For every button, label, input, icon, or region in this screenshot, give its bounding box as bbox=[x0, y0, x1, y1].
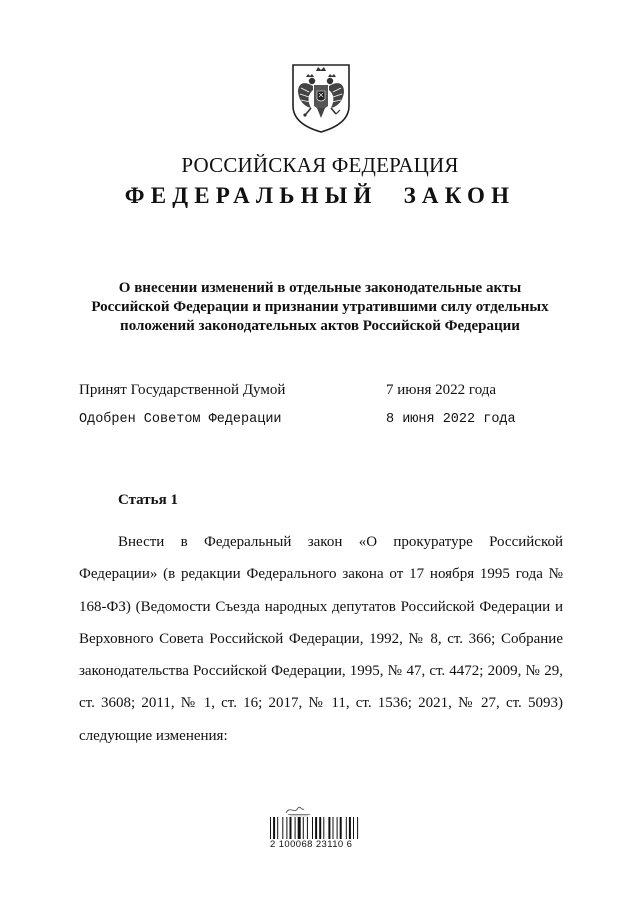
barcode-bar bbox=[337, 817, 338, 839]
barcode-bar bbox=[298, 817, 301, 839]
article-body: Внести в Федеральный закон «О прокуратуре Российской Федерации» (в редакции Федерального закона от 17 ноября 1995 года № 168-ФЗ) (Ведомости Съезда народных депутатов Российской Федерации и Верховного Совета Российской Федерации, 1992, № 8, ст. 366; Собрание законодательства Российской Федерации, 1995, № 47, ст. 4472; 2009, № 29, ст. 3608; 2011, № 1, ст. 16; 2017, № 11, ст. 1536; 2021, № 27, ст. 5093) следующие изменения: bbox=[79, 534, 563, 744]
article-heading: Статья 1 bbox=[118, 492, 178, 508]
law-title-line: положений законодательных актов Российской Федерации bbox=[120, 318, 520, 334]
barcode-bar bbox=[295, 817, 296, 839]
barcode-bar bbox=[349, 817, 351, 839]
barcode-bar bbox=[286, 817, 287, 839]
duma-adoption-date: 7 июня 2022 года bbox=[386, 382, 497, 398]
barcode-bar bbox=[353, 817, 354, 839]
barcode-marks bbox=[284, 803, 316, 817]
russian-coat-of-arms-icon bbox=[289, 62, 353, 134]
barcode-bar bbox=[312, 817, 313, 839]
barcode-number: 2 100068 23110 6 bbox=[270, 839, 353, 850]
barcode-bar bbox=[319, 817, 321, 839]
country-name: РОССИЙСКАЯ ФЕДЕРАЦИЯ bbox=[181, 153, 459, 177]
council-approval-date: 8 июня 2022 года bbox=[386, 412, 516, 427]
barcode-icon bbox=[264, 817, 376, 839]
barcode-bar bbox=[282, 817, 283, 839]
law-title bbox=[60, 279, 580, 336]
barcode-bar bbox=[323, 817, 324, 839]
barcode-bar bbox=[340, 817, 342, 839]
barcode-bar bbox=[303, 817, 304, 839]
barcode-bar bbox=[270, 817, 271, 839]
barcode-bar bbox=[315, 817, 317, 839]
barcode-bar bbox=[277, 817, 278, 839]
barcode-bar bbox=[273, 817, 275, 839]
law-title-line: О внесении изменений в отдельные законодательные акты bbox=[118, 280, 522, 296]
duma-adoption-label: Принят Государственной Думой bbox=[79, 382, 286, 398]
barcode-bar bbox=[290, 817, 292, 839]
barcode-bar bbox=[333, 817, 334, 839]
barcode-bar bbox=[328, 817, 330, 839]
barcode-bar bbox=[307, 817, 308, 839]
barcode bbox=[264, 803, 376, 853]
law-title-line: Российской Федерации и признании утратившими силу отдельных bbox=[91, 299, 549, 315]
council-approval-label: Одобрен Советом Федерации bbox=[79, 412, 282, 427]
barcode-bar bbox=[357, 817, 358, 839]
document-type: ФЕДЕРАЛЬНЫЙ ЗАКОН bbox=[124, 183, 516, 208]
barcode-bar bbox=[346, 817, 347, 839]
